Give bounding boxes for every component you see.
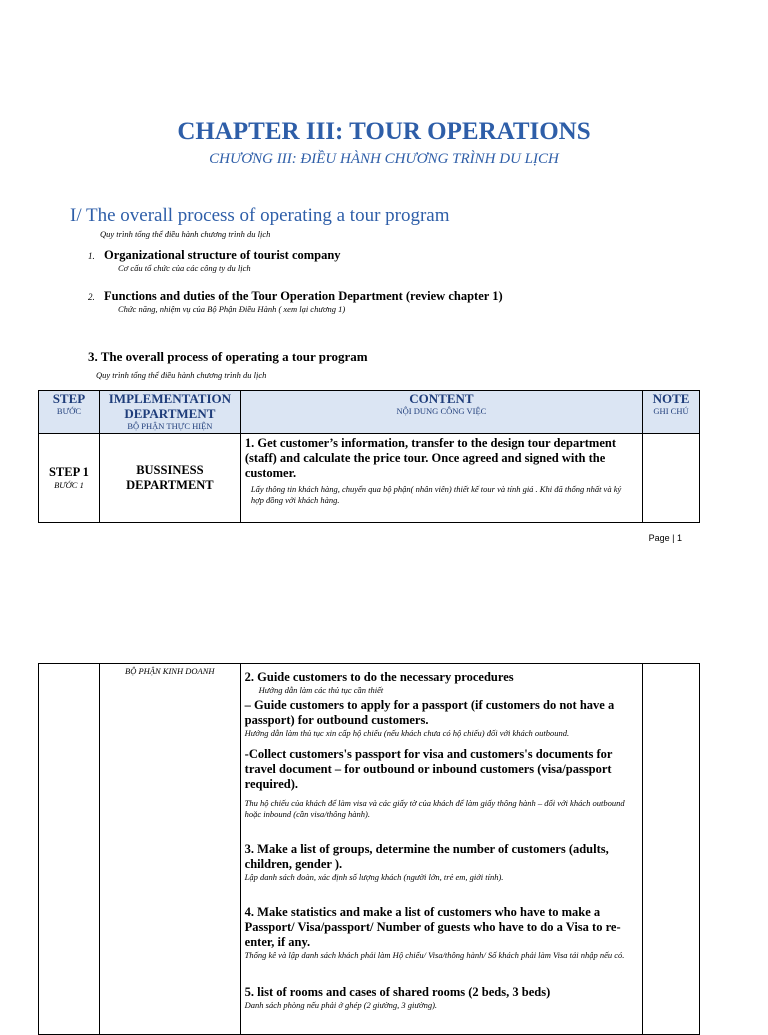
content-text-vi: Hướng dẫn làm các thủ tục cần thiết (258, 685, 384, 695)
section-subheading: Quy trình tổng thể điều hành chương trình du lịch (100, 229, 271, 239)
header-note-label: NOTE (652, 391, 690, 406)
chapter-title: CHAPTER III: TOUR OPERATIONS (177, 118, 591, 145)
content-text: 1. Get customer’s information, transfer to the design tour department (staff) and calculate the price tour. Once agreed and signed with the customer. (244, 436, 616, 480)
header-department (99, 391, 240, 434)
content-text: – Guide customers to apply for a passport (if customers do not have a passport) for outbound customers. (244, 698, 615, 727)
header-content-label-vi: NỘI DUNG CÔNG VIỆC (396, 406, 487, 416)
content-text: 3. Make a list of groups, determine the number of customers (adults, children, gender ). (244, 842, 609, 871)
header-department-label-vi: BỘ PHẬN THỰC HIỆN (127, 421, 213, 431)
content-text-vi: Hướng dẫn làm thủ tục xin cấp hộ chiếu (nếu khách chưa có hộ chiếu) đối với khách outbound. (244, 728, 570, 738)
content-text-vi: Thống kê và lập danh sách khách phải làm Hộ chiếu/ Visa/thông hành/ Số khách phải làm Visa tái nhập nếu có. (244, 950, 625, 960)
list-item-title: Functions and duties of the Tour Operation Department (review chapter 1) (104, 289, 503, 303)
list-item-subtitle: Chức năng, nhiệm vụ của Bộ Phận Điều Hành ( xem lại chương 1) (118, 304, 346, 314)
list-item-number: 1. (88, 251, 95, 261)
content-cell (240, 664, 642, 1035)
header-note (643, 391, 700, 434)
header-step (39, 391, 100, 434)
list-item-subtitle: Cơ cấu tổ chức của các công ty du lịch (118, 263, 251, 273)
header-department-label: IMPLEMENTATION DEPARTMENT (108, 391, 232, 421)
header-step-label-vi: BƯỚC (56, 406, 81, 416)
table-row (39, 664, 700, 1035)
process-table-continued (38, 663, 700, 1035)
list-item-number: 2. (88, 292, 95, 302)
list-item (88, 289, 503, 314)
chapter-subtitle: CHƯƠNG III: ĐIỀU HÀNH CHƯƠNG TRÌNH DU LỊCH (209, 151, 559, 167)
step-label: STEP 1 (48, 465, 89, 479)
step-cell (39, 664, 100, 1035)
department-label: BUSSINESS DEPARTMENT (126, 463, 214, 492)
list-item (88, 248, 341, 273)
section-heading: I/ The overall process of operating a tour program (70, 205, 450, 226)
note-cell (643, 664, 700, 1035)
note-cell (643, 434, 700, 523)
list-item-title: Organizational structure of tourist company (104, 248, 341, 262)
department-label-vi: BỘ PHẬN KINH DOANH (125, 666, 215, 676)
content-text-vi: Thu hộ chiếu của khách để làm visa và các giấy tờ của khách để làm giấy thông hành – đối với khách outbound hoặc inbound (cần visa/thông hành). (244, 798, 625, 819)
table-row (39, 434, 700, 523)
content-text: 4. Make statistics and make a list of customers who have to make a Passport/ Visa/passport/ Number of guests who have to do a Visa to re-enter, if any. (244, 905, 621, 949)
header-content (240, 391, 642, 434)
content-text-vi: Danh sách phòng nếu phải ở ghép (2 giường, 3 giường). (244, 1000, 438, 1010)
list-item-number: 3. (88, 349, 98, 364)
step-cell (39, 434, 100, 523)
content-text: 2. Guide customers to do the necessary procedures (244, 670, 514, 684)
list-item-title: The overall process of operating a tour program (100, 349, 368, 364)
list-item-subtitle: Quy trình tổng thể điều hành chương trình du lịch (96, 370, 267, 380)
header-content-label: CONTENT (409, 391, 474, 406)
list-item (88, 349, 368, 380)
department-cell (99, 434, 240, 523)
content-text: -Collect customers's passport for visa and customers's documents for travel document – for outbound or inbound customers (visa/passport required). (244, 747, 613, 791)
content-text: 5. list of rooms and cases of shared rooms (2 beds, 3 beds) (244, 985, 551, 999)
process-table (38, 390, 700, 523)
content-text-vi: Lập danh sách đoàn, xác định số lượng khách (người lớn, trẻ em, giới tính). (244, 872, 504, 882)
content-text-vi: Lấy thông tin khách hàng, chuyển qua bộ phận( nhân viên) thiết kế tour và tính giá . Khi đã thống nhất và ký hợp đồng với khách hàng. (250, 484, 622, 505)
content-cell (240, 434, 642, 523)
department-cell (99, 664, 240, 1035)
page-number: Page | 1 (648, 533, 682, 543)
header-step-label: STEP (52, 391, 86, 406)
step-label-vi: BƯỚC 1 (54, 480, 84, 490)
table-header-row (39, 391, 700, 434)
header-note-label-vi: GHI CHÚ (653, 406, 689, 416)
